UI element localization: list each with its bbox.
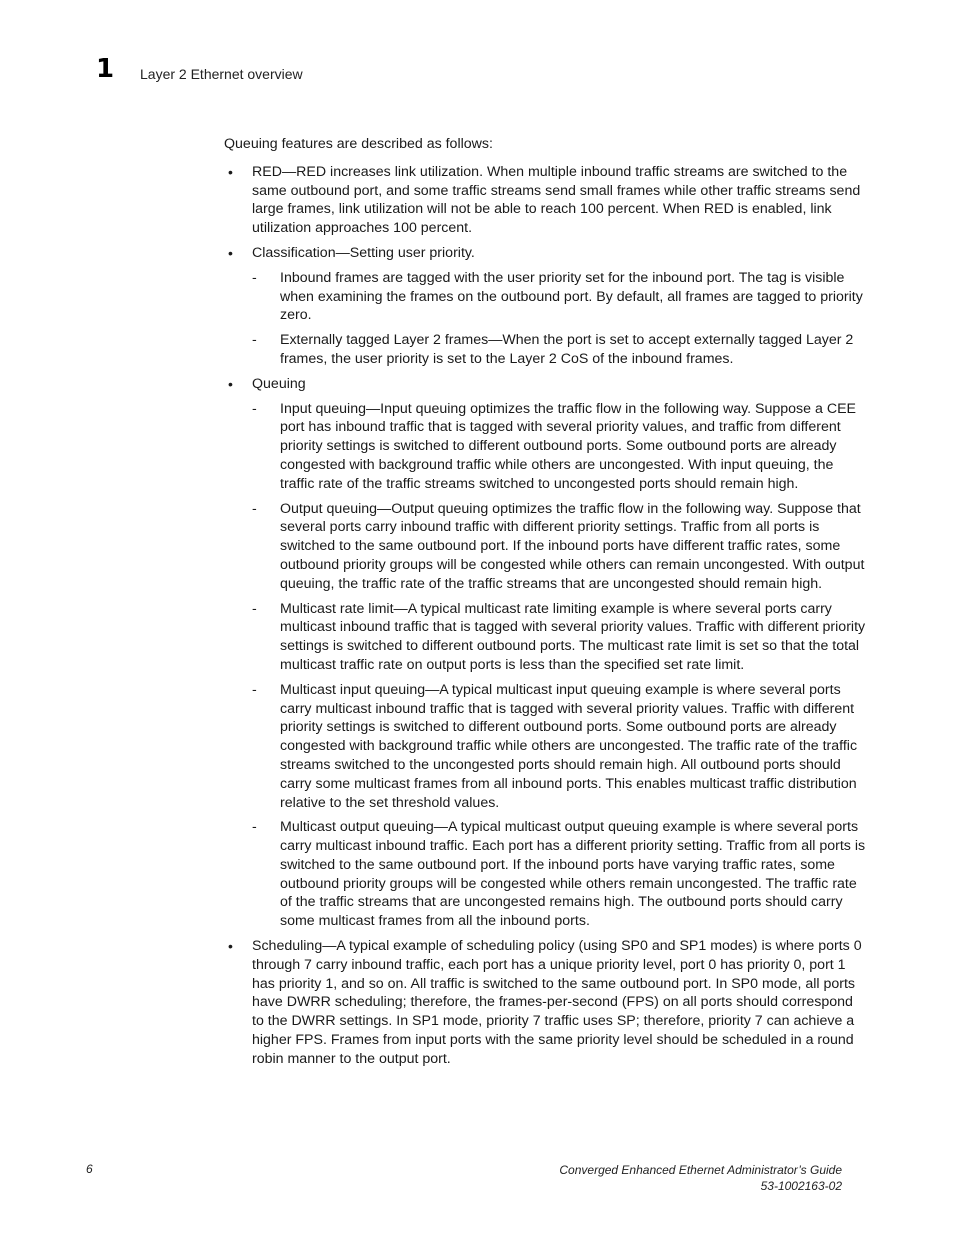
sub-item-multicast-rate-limit bbox=[224, 600, 868, 675]
list-item-red bbox=[224, 163, 868, 238]
footer-info bbox=[559, 1162, 842, 1194]
guide-title: Converged Enhanced Ethernet Administrator’s Guide bbox=[559, 1163, 842, 1177]
sub-item-text: Output queuing—Output queuing optimizes the traffic flow in the following way. Suppose that several ports carry inbound traffic with different priority settings. Traffic from all ports is switched to the same outbound port. If the inbound ports have different traffic rates, some outbound priority groups will be congested while others can remain uncongested. With output queuing, the traffic rate of the traffic streams that are uncongested should remain high. bbox=[280, 500, 865, 592]
dash-mark: - bbox=[252, 332, 257, 349]
list-item-queuing bbox=[224, 375, 868, 394]
list-item-scheduling bbox=[224, 937, 868, 1069]
list-item-text: Scheduling—A typical example of scheduling policy (using SP0 and SP1 modes) is where ports 0 through 7 carry inbound traffic, each port has a unique priority level, port 0 has priority 0, port 1 has priority 1, and so on. All traffic is switched to the same outbound port. In SP0 mode, all ports have DWRR scheduling; therefore, the frames-per-second (FPS) on all ports should correspond to the DWRR settings. In SP1 mode, priority 7 traffic uses SP; therefore, priority 7 can achieve a higher FPS. Frames from input ports with the same priority level should be scheduled in a round robin manner to the output port. bbox=[252, 938, 862, 1067]
sub-item-text: Multicast output queuing—A typical multicast output queuing example is where several ports carry multicast inbound traffic. Each port has a different priority setting. Traffic from all ports is switched to the same outbound port. If the inbound ports have varying traffic rates, some outbound priority groups will be congested while others remain uncongested. The traffic rate of the traffic streams that are uncongested remains high. The outbound ports should carry some multicast frames from all the inbound ports. bbox=[280, 819, 866, 930]
sub-item-multicast-output-queuing bbox=[224, 818, 868, 931]
sub-item-externally-tagged bbox=[224, 331, 868, 369]
sub-item-text: Input queuing—Input queuing optimizes the traffic flow in the following way. Suppose a CEE port has inbound traffic that is tagged with several priority values, and traffic from different priority settings is switched to different outbound ports. Some outbound ports are already congested with background traffic while others are uncongested. With input queuing, the traffic rate of the traffic streams switched to uncongested ports should remain high. bbox=[280, 400, 856, 492]
page-number: 6 bbox=[86, 1162, 93, 1176]
dash-mark: - bbox=[252, 400, 257, 417]
dash-mark: - bbox=[252, 500, 257, 517]
dash-mark: - bbox=[252, 681, 257, 698]
bullet-mark: • bbox=[228, 244, 233, 261]
bullet-mark: • bbox=[228, 375, 233, 392]
list-item-text: Classification—Setting user priority. bbox=[252, 244, 475, 261]
dash-mark: - bbox=[252, 819, 257, 836]
dash-mark: - bbox=[252, 600, 257, 617]
sub-item-text: Multicast rate limit—A typical multicast rate limiting example is where several ports carry multicast inbound traffic that is tagged with several priority values. Traffic with different priority settings is switched to different outbound ports. The multicast rate limit is set so that the total multicast traffic rate on output ports is less than the specified set rate limit. bbox=[280, 600, 866, 673]
bullet-mark: • bbox=[228, 938, 233, 955]
chapter-number: 1 bbox=[96, 54, 115, 84]
list-item-text: RED—RED increases link utilization. When multiple inbound traffic streams are switched to the same outbound port, and some traffic streams send small frames while other traffic streams send large frames, link utilization will not be able to reach 100 percent. When RED is enabled, link utilization approaches 100 percent. bbox=[252, 163, 861, 237]
sub-item-text: Multicast input queuing—A typical multicast input queuing example is where several ports carry multicast inbound traffic that is tagged with several priority values. Traffic with different priority settings is switched to different outbound ports. Some outbound ports are already congested with background traffic while others are uncongested. The traffic rate of the traffic streams switched to the uncongested ports should remain high. All outbound ports should carry some multicast frames from all inbound ports. This enables multicast traffic distribution relative to the set threshold values. bbox=[280, 681, 858, 811]
sub-item-text: Inbound frames are tagged with the user priority set for the inbound port. The tag is visible when examining the frames on the outbound port. By default, all frames are tagged to priority zero. bbox=[280, 269, 863, 324]
list-item-classification bbox=[224, 244, 868, 263]
document-body bbox=[224, 135, 868, 1075]
doc-number: 53-1002163-02 bbox=[760, 1179, 842, 1193]
bullet-mark: • bbox=[228, 163, 233, 180]
sub-item-multicast-input-queuing bbox=[224, 681, 868, 813]
sub-item-text: Externally tagged Layer 2 frames—When the port is set to accept externally tagged Layer 2 frames, the user priority is set to the Layer 2 CoS of the inbound frames. bbox=[280, 332, 854, 367]
chapter-title: Layer 2 Ethernet overview bbox=[140, 66, 303, 82]
sub-item-inbound-frames bbox=[224, 269, 868, 325]
intro-paragraph: Queuing features are described as follows: bbox=[224, 136, 493, 152]
sub-item-output-queuing bbox=[224, 500, 868, 594]
dash-mark: - bbox=[252, 269, 257, 286]
list-item-text: Queuing bbox=[252, 375, 306, 392]
sub-item-input-queuing bbox=[224, 400, 868, 494]
